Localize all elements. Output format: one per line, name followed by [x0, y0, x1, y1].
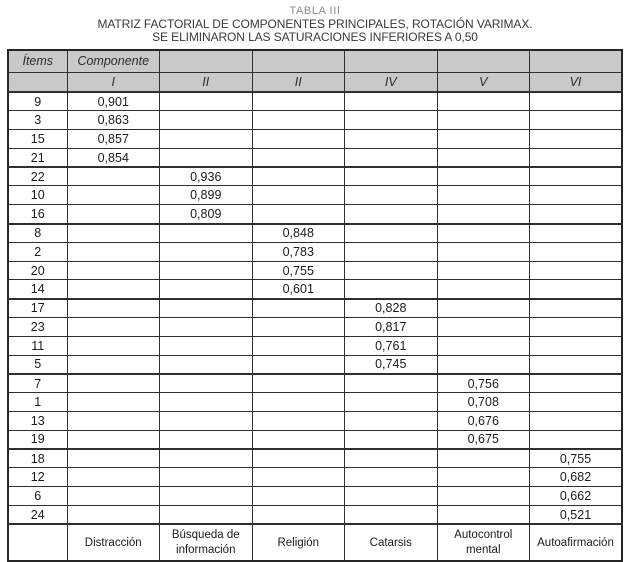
empty-cell [252, 148, 345, 167]
table-row [8, 111, 622, 130]
table-row [8, 468, 622, 487]
empty-cell [437, 148, 530, 167]
loading-value: 0,936 [160, 167, 253, 186]
loading-value: 0,863 [67, 111, 160, 130]
empty-cell [67, 355, 160, 374]
factor-numeral-1: I [67, 72, 160, 92]
empty-cell [252, 205, 345, 224]
table-row [8, 487, 622, 506]
empty-cell [67, 318, 160, 337]
empty-cell [67, 299, 160, 318]
table-row [8, 242, 622, 261]
empty-cell [345, 280, 438, 299]
loading-value: 0,708 [437, 393, 530, 412]
empty-cell [252, 111, 345, 130]
footer-row-factor-names [8, 524, 622, 561]
empty-cell [67, 468, 160, 487]
empty-cell [530, 130, 623, 149]
table-row [8, 430, 622, 449]
loading-value: 0,662 [530, 487, 623, 506]
empty-cell [437, 130, 530, 149]
empty-cell [530, 224, 623, 243]
empty-cell [437, 224, 530, 243]
empty-cell [530, 111, 623, 130]
table-row [8, 393, 622, 412]
empty-cell [252, 468, 345, 487]
empty-cell [160, 449, 253, 468]
table-row [8, 280, 622, 299]
empty-cell [252, 412, 345, 431]
item-number: 11 [8, 336, 67, 355]
table-footer [8, 524, 622, 561]
empty-cell [345, 205, 438, 224]
empty-cell [160, 318, 253, 337]
table-row [8, 261, 622, 280]
empty-cell [252, 393, 345, 412]
loading-value: 0,809 [160, 205, 253, 224]
empty-cell [345, 374, 438, 393]
item-number: 19 [8, 430, 67, 449]
table-title-line3: SE ELIMINARON LAS SATURACIONES INFERIORES A 0,50 [152, 30, 478, 44]
empty-cell [437, 506, 530, 525]
table-row [8, 299, 622, 318]
empty-cell [530, 318, 623, 337]
empty-cell [530, 242, 623, 261]
loading-value: 0,755 [252, 261, 345, 280]
empty-cell [345, 412, 438, 431]
empty-cell [67, 393, 160, 412]
item-number: 2 [8, 242, 67, 261]
empty-cell [437, 242, 530, 261]
empty-cell [437, 186, 530, 205]
table-row [8, 167, 622, 186]
item-number: 7 [8, 374, 67, 393]
empty-cell [252, 374, 345, 393]
header-items: Ítems [8, 50, 67, 72]
empty-cell [345, 506, 438, 525]
item-number: 1 [8, 393, 67, 412]
factor-name-busqueda-informacion: Búsqueda de información [160, 524, 253, 561]
table-row [8, 506, 622, 525]
empty-cell [345, 167, 438, 186]
table-title-line2: MATRIZ FACTORIAL DE COMPONENTES PRINCIPALES, ROTACIÓN VARIMAX. [97, 17, 533, 31]
header-empty-cell [530, 50, 623, 72]
empty-cell [530, 412, 623, 431]
empty-cell [345, 261, 438, 280]
item-number: 6 [8, 487, 67, 506]
empty-cell [67, 449, 160, 468]
item-number: 21 [8, 148, 67, 167]
table-row [8, 318, 622, 337]
item-number: 14 [8, 280, 67, 299]
factor-numeral-3: II [252, 72, 345, 92]
table-number-title: TABLA III [289, 5, 341, 17]
empty-cell [252, 336, 345, 355]
empty-cell [67, 506, 160, 525]
factor-numeral-5: V [437, 72, 530, 92]
item-number: 3 [8, 111, 67, 130]
footer-empty-cell [8, 524, 67, 561]
table-row [8, 130, 622, 149]
empty-cell [67, 374, 160, 393]
empty-cell [252, 430, 345, 449]
empty-cell [437, 299, 530, 318]
empty-cell [437, 336, 530, 355]
empty-cell [252, 318, 345, 337]
table-row [8, 374, 622, 393]
empty-cell [67, 430, 160, 449]
item-number: 22 [8, 167, 67, 186]
table-row [8, 224, 622, 243]
empty-cell [437, 205, 530, 224]
empty-cell [160, 468, 253, 487]
empty-cell [437, 449, 530, 468]
empty-cell [437, 318, 530, 337]
factor-numeral-2: II [160, 72, 253, 92]
table-row [8, 92, 622, 111]
empty-cell [160, 412, 253, 431]
item-number: 13 [8, 412, 67, 431]
table-row [8, 205, 622, 224]
factor-name-religion: Religión [252, 524, 345, 561]
empty-cell [67, 205, 160, 224]
empty-cell [160, 130, 253, 149]
empty-cell [345, 111, 438, 130]
item-number: 9 [8, 92, 67, 111]
empty-cell [345, 148, 438, 167]
loading-value: 0,783 [252, 242, 345, 261]
factor-numeral-6: VI [530, 72, 623, 92]
empty-cell [530, 92, 623, 111]
loading-value: 0,854 [67, 148, 160, 167]
item-number: 18 [8, 449, 67, 468]
empty-cell [160, 355, 253, 374]
header-empty-cell [437, 50, 530, 72]
empty-cell [530, 336, 623, 355]
empty-cell [67, 167, 160, 186]
empty-cell [252, 355, 345, 374]
table-row [8, 449, 622, 468]
loading-value: 0,676 [437, 412, 530, 431]
empty-cell [437, 355, 530, 374]
table-row [8, 355, 622, 374]
empty-cell [345, 468, 438, 487]
empty-cell [252, 167, 345, 186]
empty-cell [530, 167, 623, 186]
empty-cell [530, 186, 623, 205]
empty-cell [345, 487, 438, 506]
factor-name-catarsis: Catarsis [345, 524, 438, 561]
table-row [8, 412, 622, 431]
loading-value: 0,601 [252, 280, 345, 299]
empty-cell [160, 280, 253, 299]
factor-name-distraccion: Distracción [67, 524, 160, 561]
loading-value: 0,755 [530, 449, 623, 468]
empty-cell [160, 393, 253, 412]
empty-cell [437, 280, 530, 299]
empty-cell [437, 468, 530, 487]
item-number: 17 [8, 299, 67, 318]
header-row-factor-numerals [8, 72, 622, 92]
header-empty-cell [160, 50, 253, 72]
header-empty-cell [8, 72, 67, 92]
header-empty-cell [252, 50, 345, 72]
empty-cell [160, 336, 253, 355]
item-number: 20 [8, 261, 67, 280]
empty-cell [67, 487, 160, 506]
empty-cell [345, 393, 438, 412]
empty-cell [345, 92, 438, 111]
empty-cell [252, 92, 345, 111]
item-number: 23 [8, 318, 67, 337]
loading-value: 0,756 [437, 374, 530, 393]
empty-cell [345, 449, 438, 468]
empty-cell [437, 487, 530, 506]
loading-value: 0,682 [530, 468, 623, 487]
empty-cell [160, 299, 253, 318]
item-number: 24 [8, 506, 67, 525]
empty-cell [345, 130, 438, 149]
loading-value: 0,848 [252, 224, 345, 243]
empty-cell [530, 148, 623, 167]
empty-cell [160, 242, 253, 261]
loading-value: 0,817 [345, 318, 438, 337]
empty-cell [160, 506, 253, 525]
loading-value: 0,828 [345, 299, 438, 318]
factor-name-autoafirmacion: Autoafirmación [530, 524, 623, 561]
empty-cell [252, 130, 345, 149]
empty-cell [530, 280, 623, 299]
empty-cell [252, 186, 345, 205]
empty-cell [345, 242, 438, 261]
loading-value: 0,857 [67, 130, 160, 149]
factor-name-autocontrol-mental: Autocontrol mental [437, 524, 530, 561]
empty-cell [160, 374, 253, 393]
empty-cell [437, 261, 530, 280]
empty-cell [530, 299, 623, 318]
item-number: 5 [8, 355, 67, 374]
factor-numeral-4: IV [345, 72, 438, 92]
table-body [8, 92, 622, 524]
empty-cell [160, 261, 253, 280]
empty-cell [437, 111, 530, 130]
empty-cell [530, 261, 623, 280]
table-row [8, 336, 622, 355]
loading-value: 0,745 [345, 355, 438, 374]
loading-value: 0,675 [437, 430, 530, 449]
empty-cell [437, 92, 530, 111]
item-number: 16 [8, 205, 67, 224]
item-number: 15 [8, 130, 67, 149]
empty-cell [345, 224, 438, 243]
empty-cell [252, 506, 345, 525]
loading-value: 0,901 [67, 92, 160, 111]
loading-value: 0,521 [530, 506, 623, 525]
empty-cell [437, 167, 530, 186]
empty-cell [530, 374, 623, 393]
empty-cell [345, 186, 438, 205]
header-componente: Componente [67, 50, 160, 72]
item-number: 12 [8, 468, 67, 487]
empty-cell [67, 224, 160, 243]
table-row [8, 186, 622, 205]
loading-value: 0,761 [345, 336, 438, 355]
empty-cell [160, 148, 253, 167]
empty-cell [160, 487, 253, 506]
empty-cell [345, 430, 438, 449]
table-row [8, 148, 622, 167]
empty-cell [252, 299, 345, 318]
empty-cell [67, 261, 160, 280]
loading-value: 0,899 [160, 186, 253, 205]
item-number: 8 [8, 224, 67, 243]
empty-cell [160, 224, 253, 243]
header-row-labels [8, 50, 622, 72]
empty-cell [530, 430, 623, 449]
empty-cell [67, 336, 160, 355]
table-header [8, 50, 622, 92]
empty-cell [252, 487, 345, 506]
empty-cell [530, 355, 623, 374]
empty-cell [67, 186, 160, 205]
item-number: 10 [8, 186, 67, 205]
empty-cell [530, 205, 623, 224]
empty-cell [67, 242, 160, 261]
table-caption [0, 0, 630, 44]
empty-cell [160, 430, 253, 449]
factor-matrix-table [7, 49, 623, 562]
empty-cell [160, 92, 253, 111]
empty-cell [530, 393, 623, 412]
empty-cell [252, 449, 345, 468]
empty-cell [160, 111, 253, 130]
empty-cell [67, 280, 160, 299]
header-empty-cell [345, 50, 438, 72]
empty-cell [67, 412, 160, 431]
